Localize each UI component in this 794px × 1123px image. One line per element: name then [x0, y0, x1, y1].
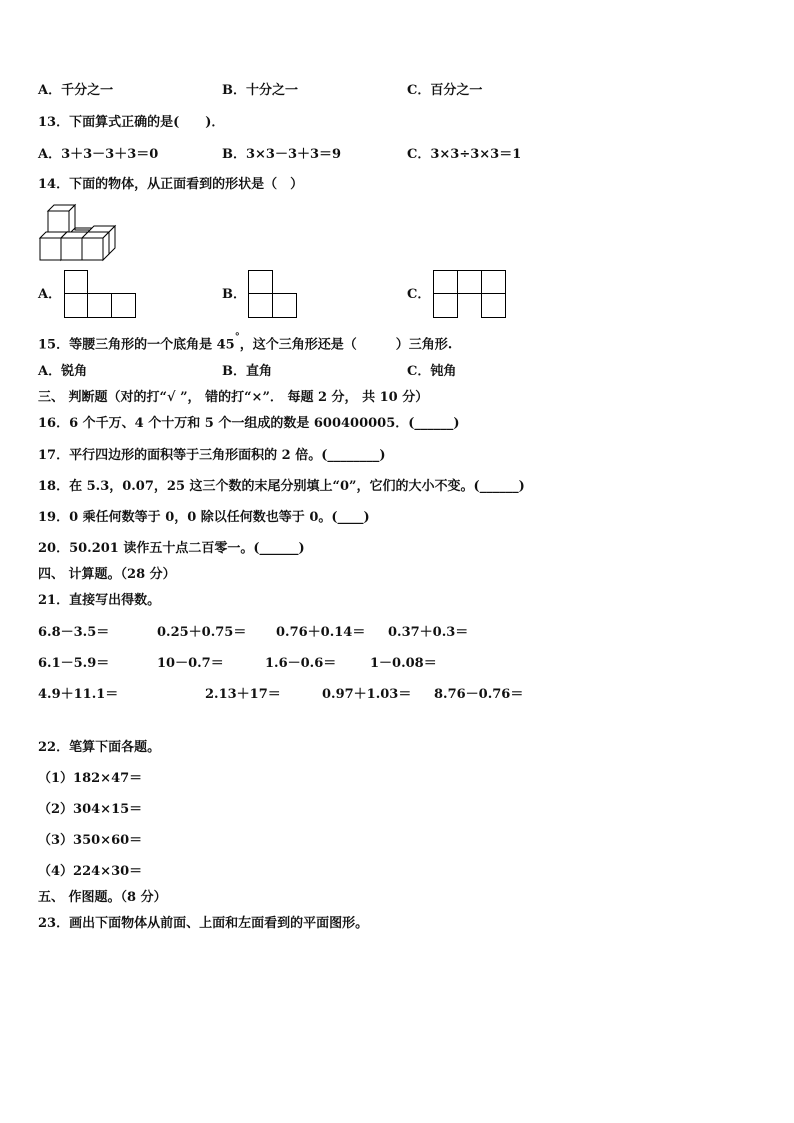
q21-row3-item1: 4.9＋11.1＝ [38, 687, 119, 702]
q22-stem: 22．笔算下面各题。 [38, 740, 161, 755]
q15-stem [38, 333, 452, 353]
q21-row1-item4: 0.37＋0.3＝ [388, 625, 469, 640]
q15-stem-before: 15．等腰三角形的一个底角是 45 [38, 337, 235, 353]
q13-option-b: B．3×3－3＋3＝9 [222, 147, 342, 162]
q15-option-b: B．直角 [222, 364, 272, 379]
q21-row2-item2: 10－0.7＝ [157, 656, 224, 671]
q18: 18．在 5.3，0.07，25 这三个数的末尾分别填上“0”，它们的大小不变。(______) [38, 479, 525, 494]
q14-option-c-label: C． [407, 287, 431, 302]
cube-stack-figure [38, 203, 120, 261]
q21-stem: 21．直接写出得数。 [38, 593, 161, 608]
q15-option-a: A．锐角 [38, 364, 88, 379]
degree-symbol: ° [234, 332, 240, 343]
q13-stem: 13．下面算式正确的是( )． [38, 115, 225, 130]
q12-option-c: C．百分之一 [407, 83, 483, 98]
q21-row1-item1: 6.8－3.5＝ [38, 625, 110, 640]
q13-option-a: A．3＋3－3＋3＝0 [38, 147, 159, 162]
q21-row2-item1: 6.1－5.9＝ [38, 656, 110, 671]
q12-option-b: B．十分之一 [222, 83, 298, 98]
q22-item3: （3）350×60＝ [38, 833, 143, 848]
q19: 19．0 乘任何数等于 0，0 除以任何数也等于 0。(____) [38, 510, 370, 525]
q15-option-c: C．钝角 [407, 364, 457, 379]
q14-option-b-label: B． [222, 287, 246, 302]
section3-title: 三、 判断题（对的打“√ ”， 错的打“×”． 每题 2 分， 共 10 分） [38, 390, 429, 405]
q14-option-a-label: A． [38, 287, 62, 302]
q17: 17．平行四边形的面积等于三角形面积的 2 倍。(________) [38, 448, 386, 463]
q13-option-c: C．3×3÷3×3＝1 [407, 147, 522, 162]
q21-row1-item2: 0.25＋0.75＝ [157, 625, 247, 640]
section5-title: 五、 作图题。（8 分） [38, 890, 167, 905]
q15-stem-after: ，这个三角形还是（ ）三角形. [239, 337, 453, 353]
q23: 23．画出下面物体从前面、上面和左面看到的平面图形。 [38, 916, 369, 931]
q21-row3-item2: 2.13＋17＝ [205, 687, 281, 702]
q21-row3-item4: 8.76－0.76＝ [434, 687, 524, 702]
q21-row2-item3: 1.6－0.6＝ [265, 656, 337, 671]
section4-title: 四、 计算题。（28 分） [38, 567, 176, 582]
q22-item1: （1）182×47＝ [38, 771, 143, 786]
q21-row1-item3: 0.76＋0.14＝ [276, 625, 366, 640]
q14-stem: 14．下面的物体，从正面看到的形状是（ ） [38, 177, 304, 192]
q16: 16．6 个千万、4 个十万和 5 个一组成的数是 600400005．(______) [38, 416, 460, 431]
q20: 20．50.201 读作五十点二百零一。(______) [38, 541, 305, 556]
q21-row3-item3: 0.97＋1.03＝ [322, 687, 412, 702]
q22-item4: （4）224×30＝ [38, 864, 143, 879]
q12-option-a: A．千分之一 [38, 83, 114, 98]
q22-item2: （2）304×15＝ [38, 802, 143, 817]
q21-row2-item4: 1－0.08＝ [370, 656, 437, 671]
